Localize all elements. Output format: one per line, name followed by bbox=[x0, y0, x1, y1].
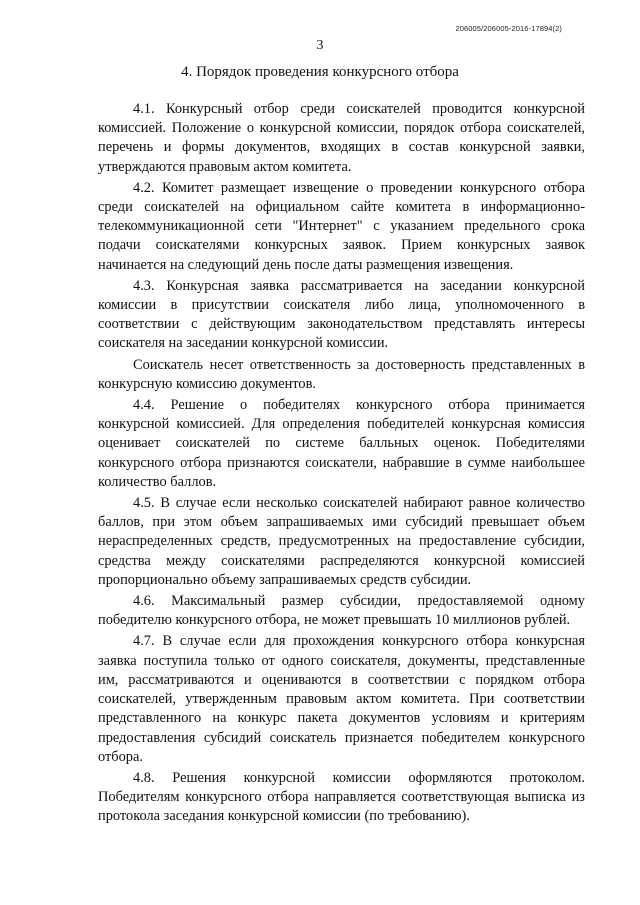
paragraph-4-8: 4.8. Решения конкурсной комиссии оформляются протоколом. Победителям конкурсного отбора направляется соответствующая выписка из протокола заседания конкурсной комиссии (по требованию). bbox=[98, 769, 585, 825]
page-number: 3 bbox=[316, 38, 324, 53]
paragraph-4-1: 4.1. Конкурсный отбор среди соискателей проводится конкурсной комиссией. Положение о конкурсной комиссии, порядок отбора соискателей, перечень и формы документов, входящих в состав конкурсной заявки, утверждаются правовым актом комитета. bbox=[98, 101, 585, 175]
paragraph-4-7: 4.7. В случае если для прохождения конкурсного отбора конкурсная заявка поступила только от одного соискателя, документы, представленные им, рассматриваются и оцениваются в соответствии с порядком отбора соискателей, утвержденным правовым актом комитета. При соответствии представленного на конкурс пакета документов условиям и критериям предоставления субсидий соискатель признается победителем конкурсного отбора. bbox=[98, 633, 585, 765]
document-id: 206005/206005-2016-17894(2) bbox=[455, 24, 562, 33]
section-title: 4. Порядок проведения конкурсного отбора bbox=[181, 64, 459, 80]
paragraph-4-5: 4.5. В случае если несколько соискателей набирают равное количество баллов, при этом объем запрашиваемых ими субсидий превышает объем нераспределенных средств, предусмотренных на предоставление субсидии, средства между соискателями распределяются конкурсной комиссией пропорционально объему запрашиваемых средств субсидии. bbox=[98, 495, 585, 588]
paragraph-4-2: 4.2. Комитет размещает извещение о проведении конкурсного отбора среди соискателей на официальном сайте комитета в информационно-телекоммуникационной сети "Интернет" с указанием предельного срока подачи соискателями конкурсных заявок. Прием конкурсных заявок начинается на следующий день после даты размещения извещения. bbox=[98, 179, 585, 273]
paragraph-4-3: 4.3. Конкурсная заявка рассматривается на заседании конкурсной комиссии в присутствии соискателя либо лица, уполномоченного в соответствии с действующим законодательством представлять интересы соискателя на заседании конкурсной комиссии. bbox=[98, 277, 585, 352]
paragraph-4-4: 4.4. Решение о победителях конкурсного отбора принимается конкурсной комиссией. Для определения победителей конкурсная комиссия оценивает соискателей по системе балльных оценок. Победителями конкурсного отбора признаются соискатели, набравшие в сумме наибольшее количество баллов. bbox=[98, 397, 585, 490]
paragraph-4-3-responsibility: Соискатель несет ответственность за достоверность представленных в конкурсную комиссию документов. bbox=[98, 356, 585, 392]
paragraph-4-6: 4.6. Максимальный размер субсидии, предоставляемой одному победителю конкурсного отбора, не может превышать 10 миллионов рублей. bbox=[98, 593, 585, 629]
document-body bbox=[98, 100, 585, 829]
